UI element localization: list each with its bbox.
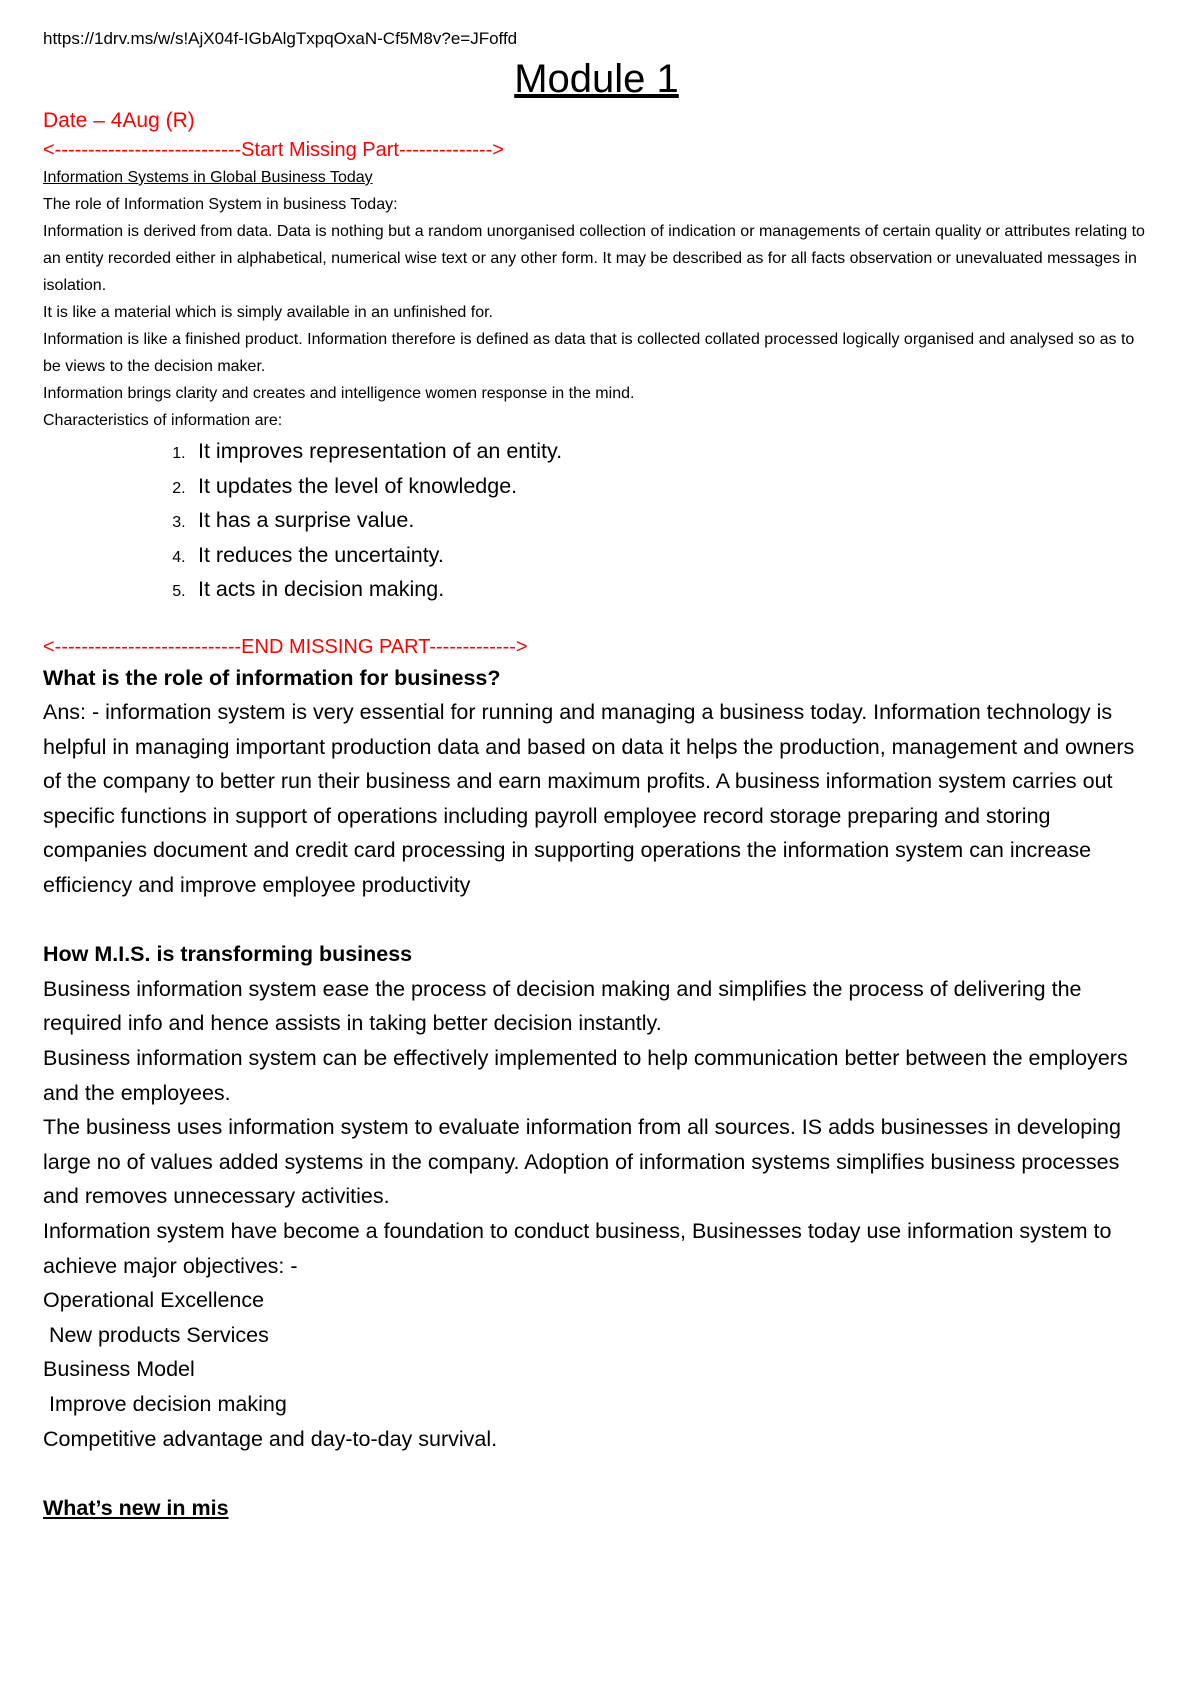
section-transforming [43,937,1150,1456]
objective-item: Operational Excellence [43,1288,265,1313]
body-line: The role of Information System in business Today: [43,196,398,213]
page-title: Module 1 [514,57,679,101]
document-url[interactable]: https://1drv.ms/w/s!AjX04f-IGbAlgTxpqOxaN-Cf5M8v?e=JFoffd [43,29,518,48]
section-whats-new [43,1491,1150,1526]
objective-item: Improve decision making [43,1391,287,1416]
role-question: What is the role of information for business? [43,665,501,690]
body-line: It is like a material which is simply available in an unfinished for. [43,304,493,321]
start-missing-marker: <----------------------------Start Missing Part--------------> [43,139,504,161]
body-line: Information is derived from data. Data is nothing but a random unorganised collection of indication or managements of certain quality or attributes relating to an entity recorded either in alphabetical, numerical wise text or any other form. It may be described as for all facts observation or unevaluated messages in isolation. [43,223,1145,294]
section-info-systems [43,164,1150,434]
whats-new-heading: What’s new in mis [43,1495,229,1520]
body-paragraph: The business uses information system to evaluate information from all sources. IS adds businesses in developing large no of values added systems in the company. Adoption of information systems simplifies business processes and removes unnecessary activities. [43,1115,1121,1209]
transforming-heading: How M.I.S. is transforming business [43,942,413,967]
spacer [43,903,1150,938]
body-line: Characteristics of information are: [43,412,283,429]
spacer [43,1456,1150,1491]
list-item: 5. It acts in decision making. [190,572,1150,607]
objective-item: Business Model [43,1357,195,1382]
end-missing-marker: <----------------------------END MISSING PART-------------> [43,635,528,658]
characteristics-list [43,434,1150,607]
body-paragraph: Business information system ease the process of decision making and simplifies the process of delivering the required info and hence assists in taking better decision instantly. [43,976,1082,1036]
list-item: 1. It improves representation of an entity. [190,434,1150,469]
section-heading: Information Systems in Global Business Today [43,169,373,186]
list-item: 4. It reduces the uncertainty. [190,538,1150,573]
body-paragraph: Information system have become a foundation to conduct business, Businesses today use information system to achieve major objectives: - [43,1219,1112,1278]
list-item: 2. It updates the level of knowledge. [190,469,1150,504]
spacer [43,607,1150,633]
objective-item: Competitive advantage and day-to-day survival. [43,1426,498,1451]
body-line: Information is like a finished product. Information therefore is defined as data that is collected collated processed logically organised and analysed so as to be views to the decision maker. [43,331,1135,375]
body-line: Information brings clarity and creates and intelligence women response in the mind. [43,385,635,402]
role-answer: Ans: - information system is very essential for running and managing a business today. Information technology is helpful in managing important production data and based on data it helps the production, management and owners of the company to better run their business and earn maximum profits. A business information system carries out specific functions in support of operations including payroll employee record storage preparing and storing companies document and credit card processing in supporting operations the information system can increase efficiency and improve employee productivity [43,700,1135,898]
date-line: Date – 4Aug (R) [43,109,195,132]
section-role [43,661,1150,903]
objective-item: New products Services [43,1322,269,1347]
list-item: 3. It has a surprise value. [190,503,1150,538]
body-paragraph: Business information system can be effectively implemented to help communication better between the employers and the employees. [43,1046,1128,1105]
